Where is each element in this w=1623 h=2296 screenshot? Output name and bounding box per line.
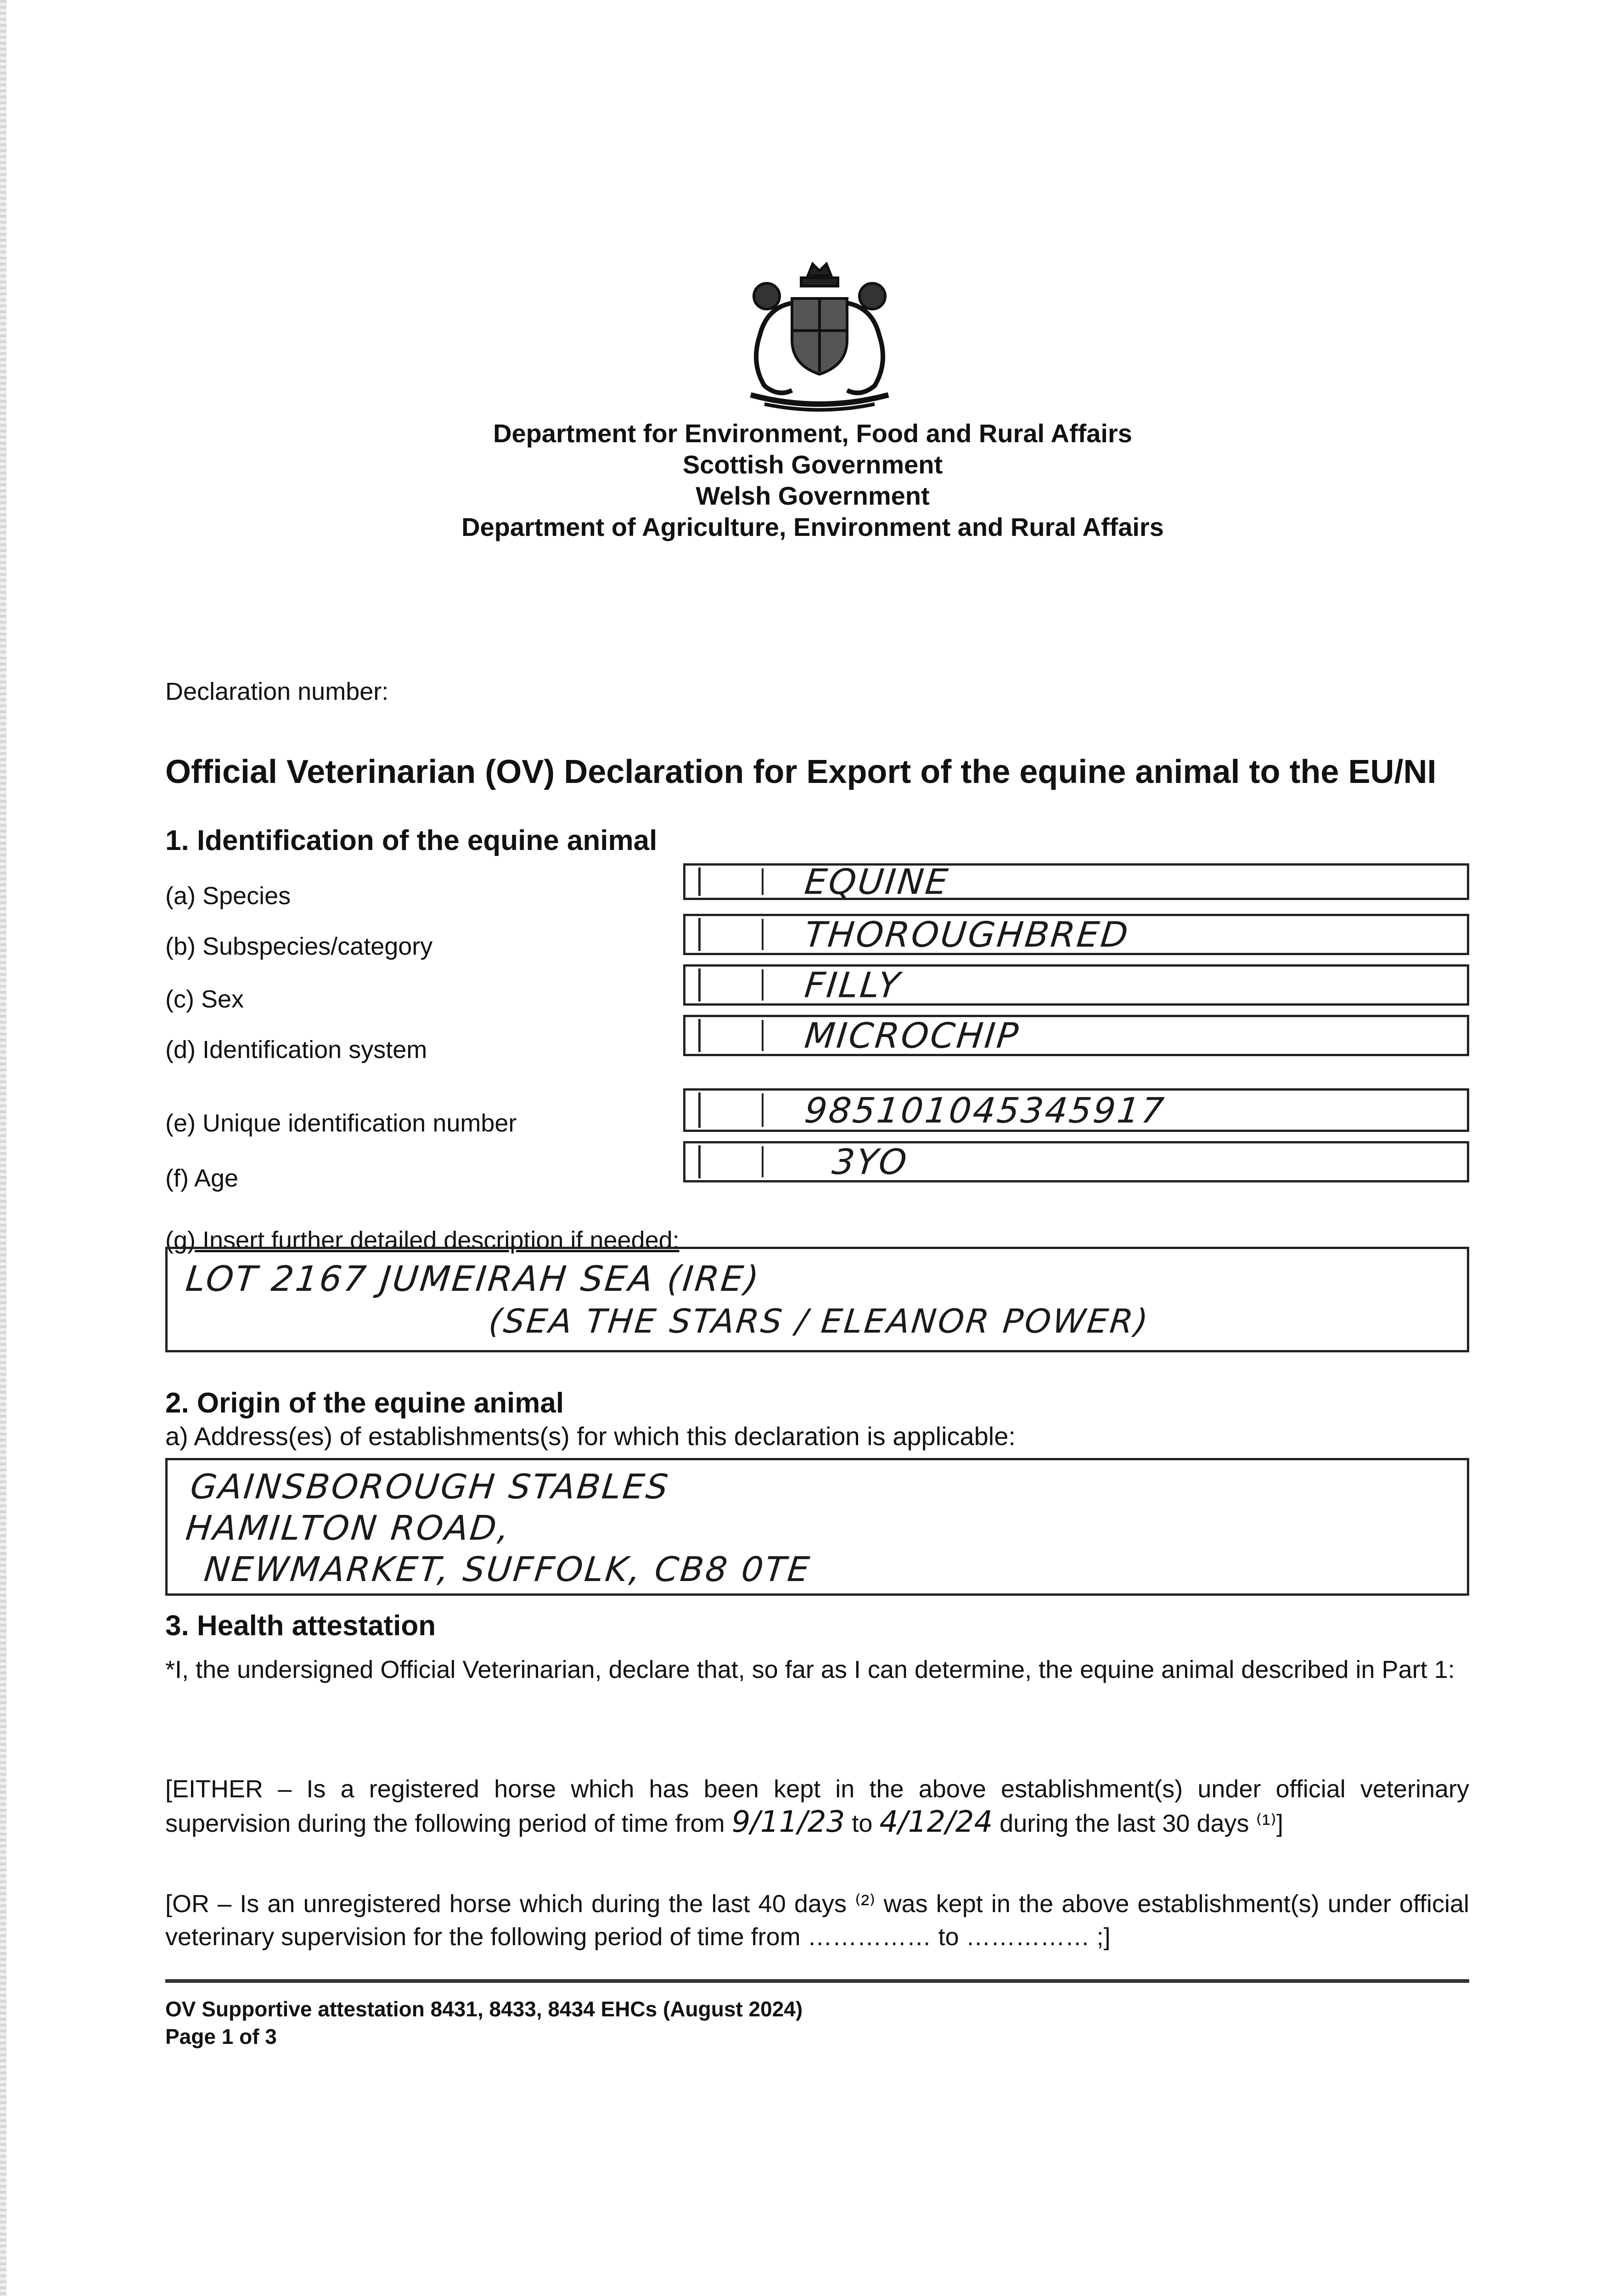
sex-value: FILLY bbox=[803, 964, 904, 1006]
either-to-date: 4/12/24 bbox=[879, 1805, 993, 1839]
attestation-or: [OR – Is an unregistered horse which during the last 40 days ⁽²⁾ was kept in the above establishment(s) under official veterinary supervision for the following period of time from …………… to …………… ;] bbox=[165, 1890, 1469, 1951]
sex-label: (c) Sex bbox=[165, 985, 244, 1013]
identification-system-label: (d) Identification system bbox=[165, 1036, 427, 1064]
either-text: [EITHER – Is a registered horse which has been kept in the above establishment(s) under official veterinary supervision during the following period of time from bbox=[165, 1775, 1469, 1837]
page-number: Page 1 of 3 bbox=[165, 2025, 277, 2048]
description-label: (g) Insert further detailed description if needed: bbox=[165, 1227, 680, 1254]
description-line: (SEA THE STARS / ELEANOR POWER) bbox=[487, 1302, 1152, 1340]
footer-divider bbox=[165, 1979, 1469, 1983]
section-1-heading: 1. Identification of the equine animal bbox=[165, 825, 657, 856]
address-field[interactable] bbox=[165, 1458, 1469, 1596]
either-to-word: to bbox=[852, 1810, 873, 1837]
section-2-heading: 2. Origin of the equine animal bbox=[165, 1387, 564, 1419]
description-field[interactable] bbox=[165, 1247, 1469, 1352]
unique-id-field[interactable] bbox=[683, 1088, 1469, 1132]
department-name: Welsh Government bbox=[696, 481, 930, 510]
address-line: NEWMARKET, SUFFOLK, CB8 0TE bbox=[202, 1550, 813, 1589]
section-3-heading: 3. Health attestation bbox=[165, 1610, 436, 1642]
attestation-either bbox=[165, 1773, 1469, 1840]
unique-id-label: (e) Unique identification number bbox=[165, 1109, 517, 1137]
species-value: EQUINE bbox=[803, 861, 952, 902]
age-value: 3YO bbox=[830, 1141, 910, 1182]
department-name: Scottish Government bbox=[682, 450, 943, 479]
department-header bbox=[376, 418, 1249, 543]
scan-edge bbox=[0, 0, 6, 2296]
page-title: Official Veterinarian (OV) Declaration for Export of the equine animal to the EU/NI bbox=[165, 754, 1437, 790]
either-suffix: during the last 30 days ⁽¹⁾] bbox=[1000, 1810, 1284, 1837]
department-name: Department for Environment, Food and Rural Affairs bbox=[493, 419, 1132, 448]
address-label: a) Address(es) of establishments(s) for which this declaration is applicable: bbox=[165, 1422, 1016, 1451]
subspecies-value: THOROUGHBRED bbox=[803, 914, 1132, 955]
age-label: (f) Age bbox=[165, 1165, 239, 1192]
subspecies-label: (b) Subspecies/category bbox=[165, 933, 433, 960]
identification-system-value: MICROCHIP bbox=[803, 1015, 1022, 1056]
description-line: LOT 2167 JUMEIRAH SEA (IRE) bbox=[184, 1258, 763, 1299]
footer-reference: OV Supportive attestation 8431, 8433, 8434 EHCs (August 2024) bbox=[165, 1997, 803, 2021]
footer bbox=[165, 1995, 803, 2050]
royal-coat-of-arms-icon bbox=[723, 257, 916, 413]
attestation-intro: *I, the undersigned Official Veterinarian, declare that, so far as I can determine, the equine animal described in Part 1: bbox=[165, 1656, 1455, 1683]
subspecies-field[interactable] bbox=[683, 914, 1469, 955]
address-line: GAINSBOROUGH STABLES bbox=[188, 1467, 672, 1507]
declaration-number-label: Declaration number: bbox=[165, 678, 389, 705]
either-from-date: 9/11/23 bbox=[731, 1805, 845, 1839]
sex-field[interactable] bbox=[683, 964, 1469, 1006]
department-name: Department of Agriculture, Environment and Rural Affairs bbox=[461, 512, 1164, 541]
address-line: HAMILTON ROAD, bbox=[184, 1508, 513, 1548]
identification-system-field[interactable] bbox=[683, 1015, 1469, 1056]
species-field[interactable] bbox=[683, 863, 1469, 900]
species-label: (a) Species bbox=[165, 882, 291, 910]
age-field[interactable] bbox=[683, 1141, 1469, 1182]
unique-id-value: 985101045345917 bbox=[803, 1090, 1168, 1131]
